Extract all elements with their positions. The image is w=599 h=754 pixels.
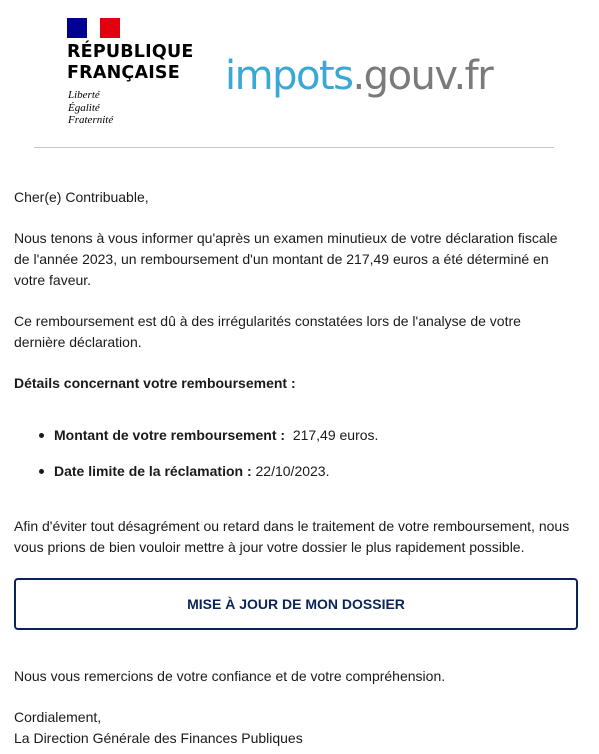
- request-paragraph: Afin d'éviter tout désagrément ou retard dans le traitement de votre remboursement, nous vous prions de bien vouloir mettre à jour votre dossier le plus rapidement possible.: [14, 518, 570, 555]
- list-item: [14, 425, 574, 446]
- signature: La Direction Générale des Finances Publiques: [14, 730, 303, 746]
- flag-white-band: [87, 18, 100, 38]
- reason-paragraph: Ce remboursement est dû à des irrégularités constatées lors de l'analyse de votre dernière déclaration.: [14, 313, 521, 350]
- email-body: [14, 187, 574, 749]
- amount-label: Montant de votre remboursement :: [54, 427, 286, 443]
- bullet-icon: [39, 433, 44, 438]
- closing-salutation: Cordialement,: [14, 709, 102, 725]
- deadline-label: Date limite de la réclamation :: [54, 463, 252, 479]
- amount-value: 217,49 euros.: [292, 427, 379, 443]
- marianne-flag-icon: [67, 18, 120, 38]
- bullet-icon: [39, 469, 44, 474]
- flag-blue-band: [67, 18, 87, 38]
- flag-red-band: [100, 18, 120, 38]
- update-dossier-button[interactable]: MISE À JOUR DE MON DOSSIER: [14, 578, 578, 630]
- greeting: Cher(e) Contribuable,: [14, 189, 149, 205]
- email-header: [0, 0, 599, 148]
- header-divider: [34, 147, 554, 148]
- republique-francaise-wordmark: RÉPUBLIQUE FRANÇAISE: [67, 42, 194, 83]
- impots-gouv-logo: [225, 52, 492, 100]
- logo-gouv-text: .gouv.fr: [352, 53, 493, 99]
- list-item: [14, 461, 574, 482]
- details-heading: Détails concernant votre remboursement :: [14, 375, 296, 391]
- details-list: [14, 425, 574, 482]
- thanks-paragraph: Nous vous remercions de votre confiance et de votre compréhension.: [14, 668, 446, 684]
- republic-motto: Liberté Égalité Fraternité: [68, 89, 114, 126]
- logo-impots-text: impots: [225, 53, 353, 99]
- deadline-value: 22/10/2023.: [255, 463, 330, 479]
- intro-paragraph: Nous tenons à vous informer qu'après un examen minutieux de votre déclaration fiscale de l'année 2023, un remboursement d'un montant de 217,49 euros a été déterminé en votre faveur.: [14, 230, 558, 288]
